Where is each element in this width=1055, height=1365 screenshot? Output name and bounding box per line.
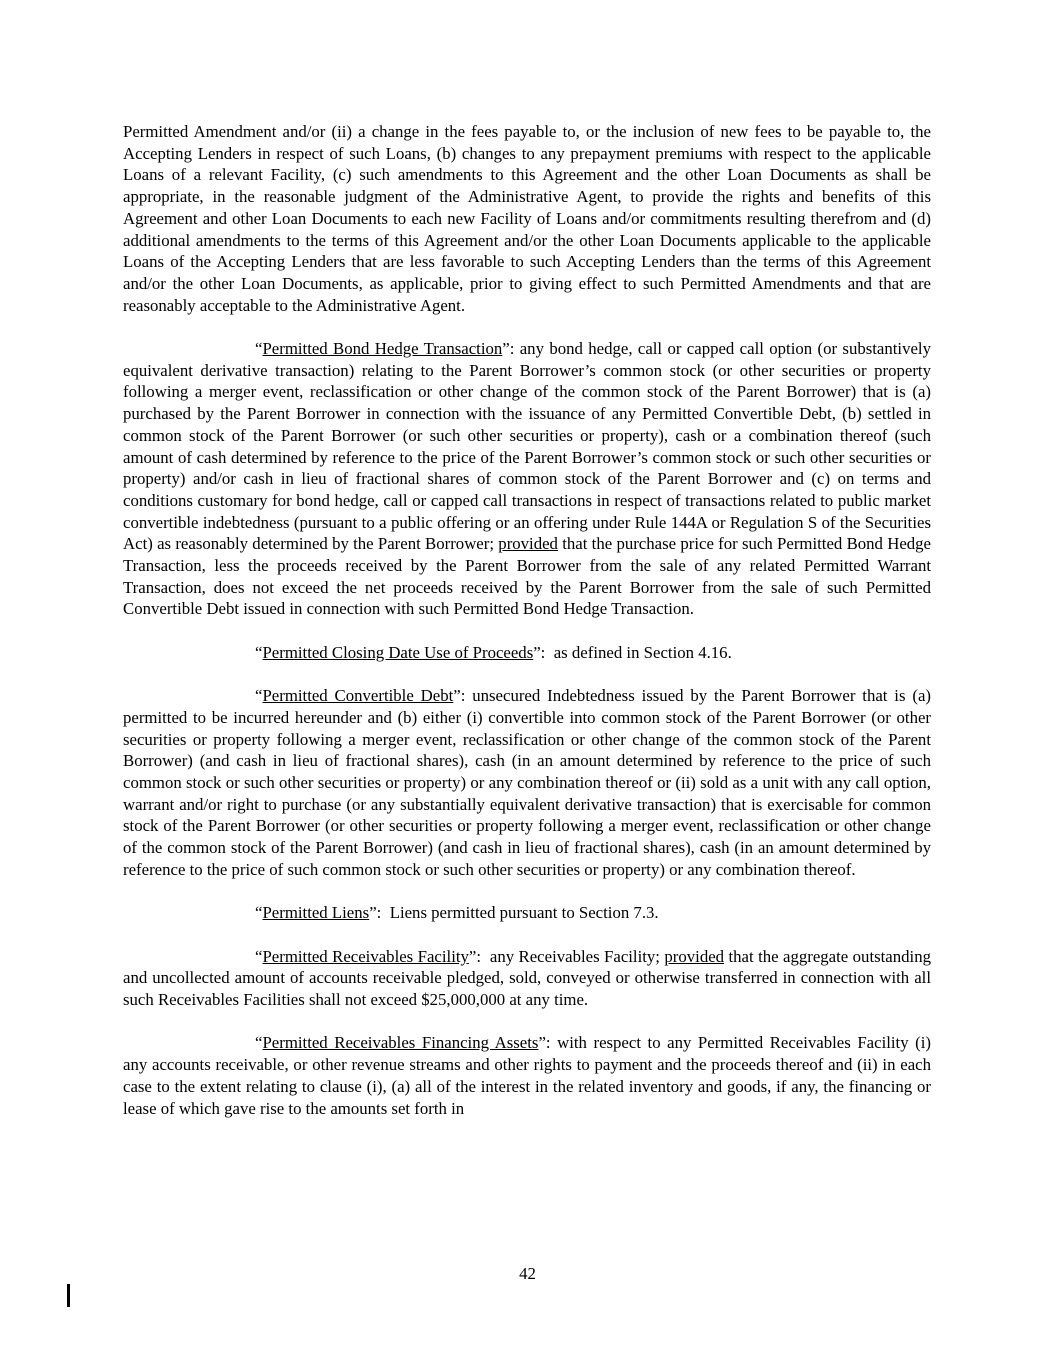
text-run: that the aggregate outstanding and uncollected amount of accounts receivable pledged, sold, conveyed or otherwise transferred in connection with all such Receivables Facilities shall not exceed $25,000,000 at any time. <box>123 946 931 1010</box>
paragraph-permitted-amendment-continuation <box>123 121 931 316</box>
underlined-term: Permitted Convertible Debt <box>262 686 454 706</box>
paragraph-permitted-liens <box>123 902 931 924</box>
text-run: “ <box>255 686 263 706</box>
text-run: ”: as defined in Section 4.16. <box>533 642 732 662</box>
paragraph-permitted-convertible-debt <box>123 685 931 880</box>
underlined-term: Permitted Closing Date Use of Proceeds <box>262 642 534 662</box>
paragraph-permitted-receivables-facility <box>123 946 931 1011</box>
underlined-term: Permitted Receivables Facility <box>262 946 469 966</box>
revision-change-bar <box>67 1284 70 1307</box>
paragraph-permitted-bond-hedge-transaction <box>123 338 931 620</box>
underlined-term: Permitted Bond Hedge Transaction <box>262 339 503 359</box>
text-run: ”: unsecured Indebtedness issued by the Parent Borrower that is (a) permitted to be incurred hereunder and (b) either (i) convertible into common stock of the Parent Borrower (or other securities or property following a merger event, reclassification or other change of the common stock of the Parent Borrower) (and cash in lieu of fractional shares), cash (in an amount determined by reference to the price of such common stock or such other securities or property) or any combination thereof or (ii) sold as a unit with any call option, warrant and/or right to purchase (or any substantially equivalent derivative transaction) that is exercisable for common stock of the Parent Borrower (or other securities or property following a merger event, reclassification or other change of the common stock of the Parent Borrower) (and cash in lieu of fractional shares), cash (in an amount determined by reference to the price of such common stock or such other securities or property) or any combination thereof. <box>123 686 931 879</box>
text-run: “ <box>255 1033 263 1053</box>
text-run: ”: with respect to any Permitted Receivables Facility (i) any accounts receivable, or other revenue streams and other rights to payment and the proceeds thereof and (ii) in each case to the extent relating to clause (i), (a) all of the interest in the related inventory and goods, if any, the financing or lease of which gave rise to the amounts set forth in <box>123 1033 931 1118</box>
document-body <box>123 121 931 1141</box>
text-run: “ <box>255 946 263 966</box>
text-run: Permitted Amendment and/or (ii) a change in the fees payable to, or the inclusion of new fees to be payable to, the Accepting Lenders in respect of such Loans, (b) changes to any prepayment premiums with respect to the applicable Loans of a relevant Facility, (c) such amendments to this Agreement and the other Loan Documents as shall be appropriate, in the reasonable judgment of the Administrative Agent, to provide the rights and benefits of this Agreement and other Loan Documents to each new Facility of Loans and/or commitments resulting therefrom and (d) additional amendments to the terms of this Agreement and/or the other Loan Documents applicable to the applicable Loans of the Accepting Lenders that are less favorable to such Accepting Lenders than the terms of this Agreement and/or the other Loan Documents, as applicable, prior to giving effect to such Permitted Amendments and that are reasonably acceptable to the Administrative Agent. <box>123 122 931 315</box>
text-run: ”: any bond hedge, call or capped call option (or substantively equivalent derivative transaction) relating to the Parent Borrower’s common stock (or other securities or property following a merger event, reclassification or other change of the common stock of the Parent Borrower) that is (a) purchased by the Parent Borrower in connection with the issuance of any Permitted Convertible Debt, (b) settled in common stock of the Parent Borrower (or such other securities or property), cash or a combination thereof (such amount of cash determined by reference to the price of the Parent Borrower’s common stock or such other securities or property) and/or cash in lieu of fractional shares of common stock of the Parent Borrower and (c) on terms and conditions customary for bond hedge, call or capped call transactions in respect of transactions related to public market convertible indebtedness (pursuant to a public offering or an offering under Rule 144A or Regulation S of the Securities Act) as reasonably determined by the Parent Borrower; <box>123 339 931 554</box>
underlined-term: provided <box>664 946 725 966</box>
underlined-term: provided <box>498 534 558 554</box>
text-run: “ <box>255 642 263 662</box>
text-run: “ <box>255 339 263 359</box>
underlined-term: Permitted Receivables Financing Assets <box>262 1033 539 1053</box>
text-run: ”: any Receivables Facility; <box>468 946 665 966</box>
page-number: 42 <box>519 1264 536 1283</box>
text-run: that the purchase price for such Permitted Bond Hedge Transaction, less the proceeds received by the Parent Borrower from the sale of any related Permitted Warrant Transaction, does not exceed the net proceeds received by the Parent Borrower from the sale of such Permitted Convertible Debt issued in connection with such Permitted Bond Hedge Transaction. <box>123 534 931 619</box>
underlined-term: Permitted Liens <box>262 903 370 923</box>
text-run: “ <box>255 903 263 923</box>
paragraph-permitted-receivables-financing-assets <box>123 1032 931 1119</box>
paragraph-permitted-closing-date-use-of-proceeds <box>123 642 931 664</box>
text-run: ”: Liens permitted pursuant to Section 7.3. <box>369 903 659 923</box>
